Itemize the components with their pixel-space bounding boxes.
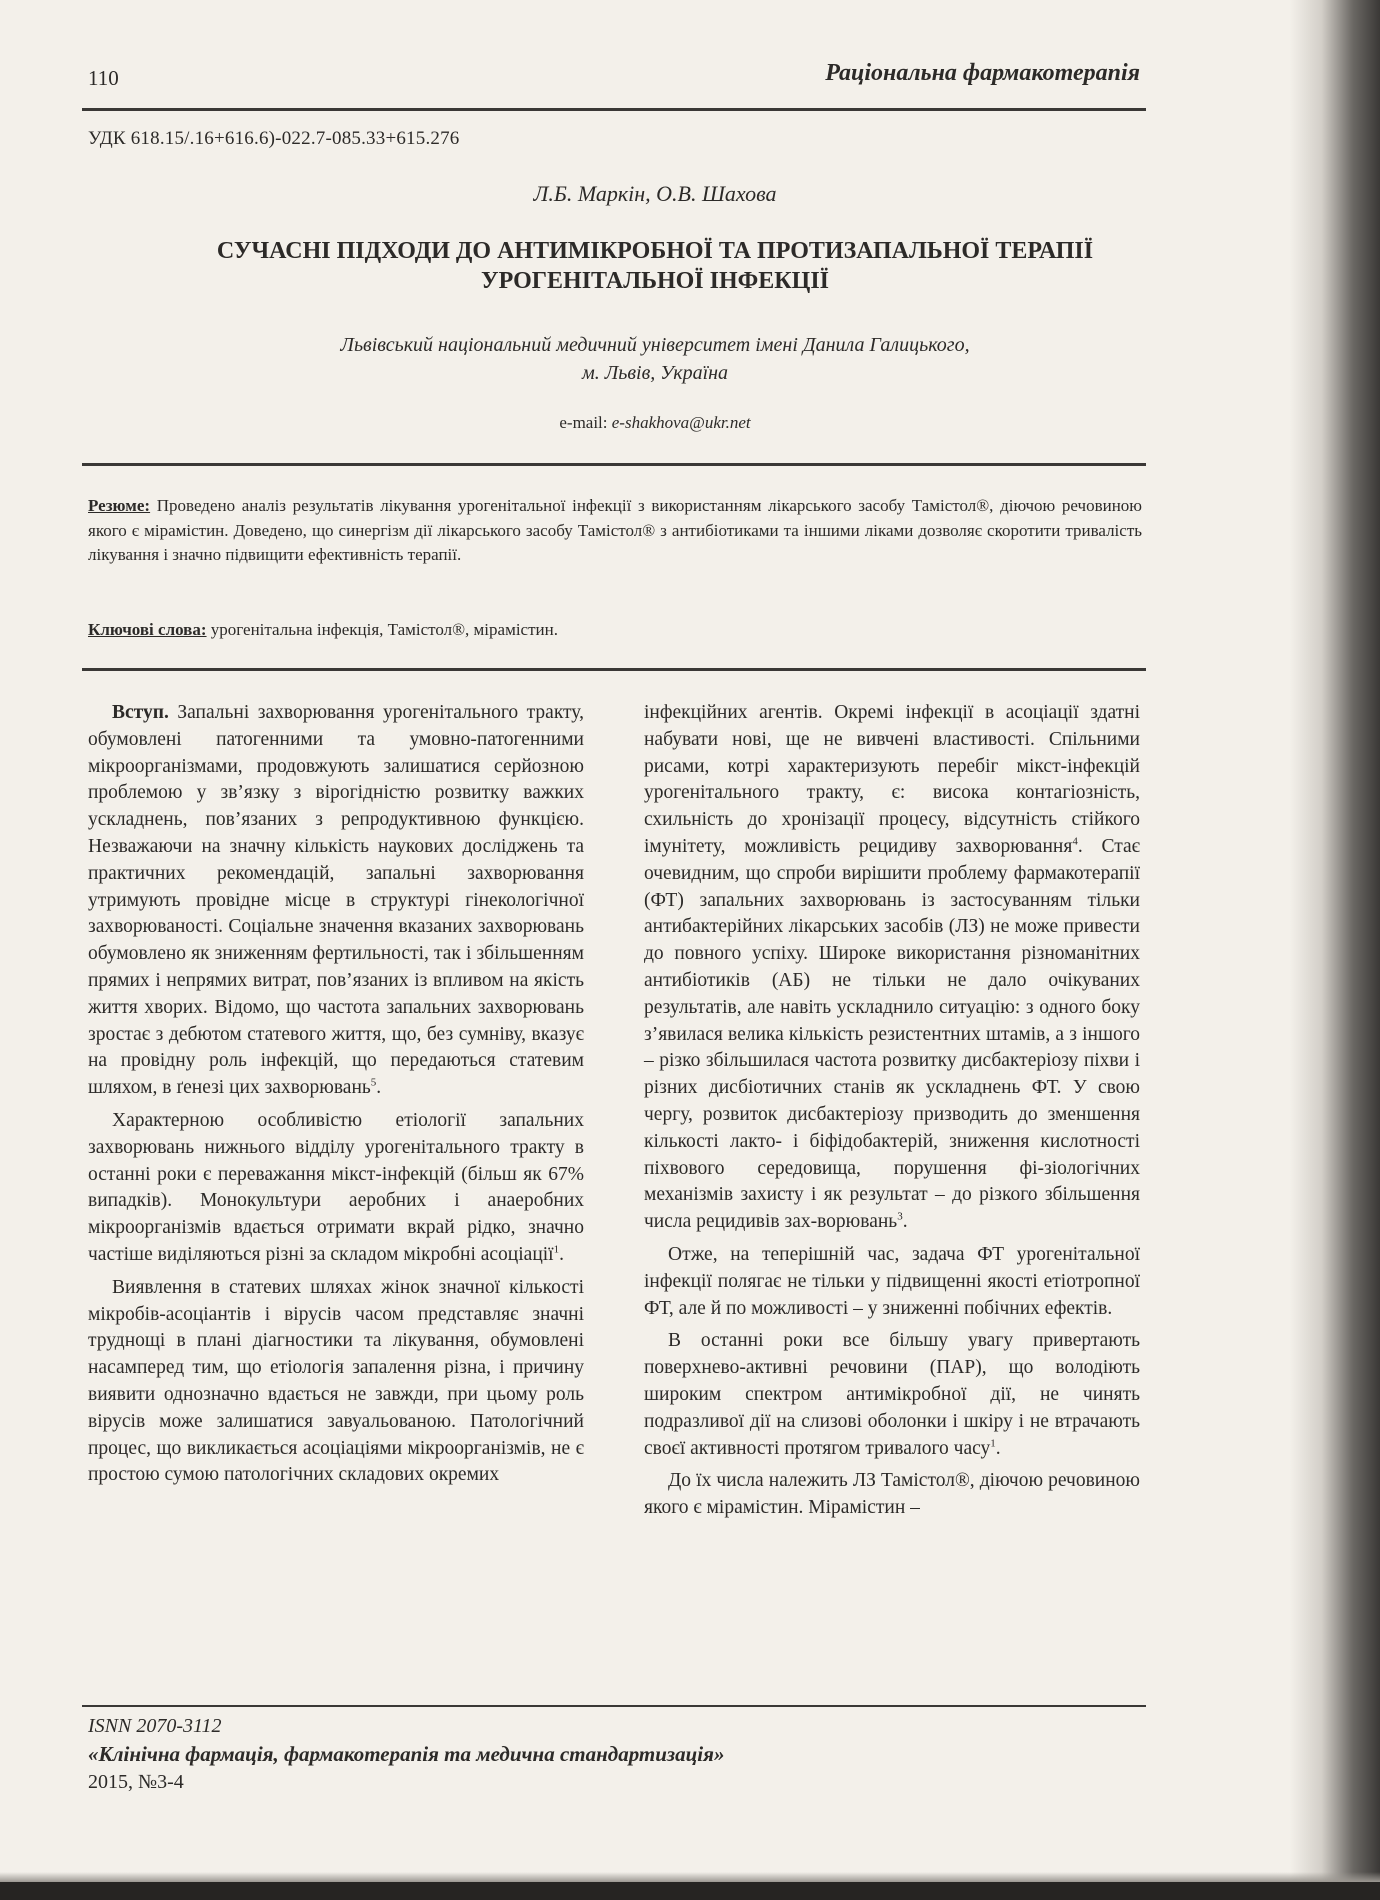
running-header: Раціональна фармакотерапія (825, 60, 1140, 86)
affiliation-line: Львівський національний медичний університет імені Данила Галицького, (340, 334, 970, 356)
bottom-edge-shadow (0, 1872, 1380, 1882)
paragraph-text: Характерною особливістю етіології запальних захворювань нижнього відділу урогенітального тракту в останні роки є переважання мікст-інфекцій (більш як 67% випадків). Монокультури аеробних і анаеробних мікроорганізмів вдається отримати вкрай рідко, значно частіше виділяються різні за складом мікробні асоціації (88, 1109, 584, 1265)
paragraph (644, 1328, 1140, 1462)
keywords-text: урогенітальна інфекція, Тамістол®, мірамістин. (210, 620, 558, 639)
paragraph (644, 700, 1140, 1236)
abstract-top-rule (82, 463, 1146, 466)
citation: 3 (897, 1210, 903, 1223)
article-title (140, 236, 1170, 296)
body-column-left (88, 700, 584, 1495)
citation: 1 (990, 1437, 996, 1450)
authors: Л.Б. Маркін, О.В. Шахова (533, 181, 777, 206)
paragraph-text: . (559, 1243, 564, 1265)
title-line: СУЧАСНІ ПІДХОДИ ДО АНТИМІКРОБНОЇ ТА ПРОТИЗАПАЛЬНОЇ ТЕРАПІЇ (216, 238, 1094, 264)
abstract-label: Резюме: (88, 496, 151, 515)
binding-shadow (1290, 0, 1380, 1900)
paragraph-text: . (995, 1437, 1001, 1459)
paragraph-text: . Стає очевидним, що спроби вирішити проблему фармакотерапії (ФТ) запальних захворювань із застосуванням тільки антибактерійних лікарських засобів (ЛЗ) не може привести до повного успіху. Широке використання різноманітних антибіотиків (АБ) не тільки не дало очікуваних результатів, але навіть ускладнило ситуацію: з одного боку з’явилася велика кількість резистентних штамів, а з іншого – різко збільшилася частота розвитку дисбактеріозу піхви і різних дисбіотичних станів як ускладнень ФТ. У свою чергу, розвиток дисбактеріозу призводить до зменшення кількості лакто- і біфідобактерій, зниження кислотності піхвового середовища, порушення фі-зіологічних механізмів захисту і як результат – до різкого збільшення числа рецидивів зах-ворювань (644, 835, 1140, 1233)
title-line: УРОГЕНІТАЛЬНОЇ ІНФЕКЦІЇ (480, 268, 830, 294)
email-label: e-mail: (559, 413, 608, 432)
keywords-label: Ключові слова: (88, 620, 207, 639)
paragraph-text: . (376, 1077, 382, 1099)
paragraph: До їх числа належить ЛЗ Тамістол®, діючою речовиною якого є мірамістин. Мірамістин – (644, 1470, 1140, 1519)
paragraph: Отже, на теперішній час, задача ФТ урогенітальної інфекції полягає не тільки у підвищенні якості етіотропної ФТ, але й по можливості – у зниженні побічних ефектів. (644, 1243, 1140, 1319)
email-address[interactable]: e-shakhova@ukr.net (611, 413, 751, 432)
keywords (88, 620, 1142, 640)
affiliation-line: м. Львів, Україна (581, 362, 729, 384)
page-number: 110 (88, 66, 119, 90)
paragraph-text: В останні роки все більшу увагу привертають поверхнево-активні речовини (ПАР), що володіють широким спектром антимікробної дії, не чинять подразливої дії на слизові оболонки і шкіру і не втрачають своєї активності протягом тривалого часу (644, 1330, 1140, 1459)
udc-code: УДК 618.15/.16+616.6)-022.7-085.33+615.276 (88, 128, 460, 149)
abstract (88, 494, 1142, 568)
issue: 2015, №3-4 (88, 1771, 184, 1793)
issn: ISNN 2070-3112 (88, 1715, 222, 1737)
journal-name: «Клінічна фармація, фармакотерапія та медична стандартизація» (88, 1742, 725, 1766)
paragraph (88, 1108, 584, 1269)
header-rule (82, 108, 1146, 111)
abstract-text: Проведено аналіз результатів лікування урогенітальної інфекції з використанням лікарського засобу Тамістол®, діючою речовиною якого є мірамістин. Доведено, що синергізм дії лікарського засобу Тамістол® з антибіотиками та іншими ліками дозволяє скоротити тривалість лікування і значно підвищити ефективність терапії. (88, 496, 1142, 564)
paragraph: Виявлення в статевих шляхах жінок значної кількості мікробів-асоціантів і вірусів часом представляє значні труднощі в плані діагностики та лікування, обумовлені насамперед тим, що етіологія запалення різна, і причину виявити однозначно вдається не завжди, при цьому роль вірусів може залишатися завуальованою. Патологічний процес, що викликається асоціаціями мікроорганізмів, не є простою сумою патологічних складових окремих (88, 1276, 584, 1486)
citation: 5 (370, 1076, 377, 1089)
contact-email (0, 413, 1310, 433)
abstract-bottom-rule (82, 668, 1146, 671)
section-heading: Вступ. (112, 702, 169, 723)
affiliation (140, 331, 1170, 387)
paragraph-text: Запальні захворювання урогенітального тракту, обумовлені патогенними та умовно-патогенними мікроорганізмами, продовжують залишатися серйозною проблемою у зв’язку з вірогідністю розвитку важких ускладнень, пов’язаних з репродуктивною функцією. Незважаючи на значну кількість наукових досліджень та практичних рекомендацій, запальні захворювання утримують провідне місце в структурі гінекологічної захворюваності. Соціальне значення вказаних захворювань обумовлено як зниженням фертильності, так і збільшенням прямих і непрямих витрат, пов’язаних із впливом на якість життя хворих. Відомо, що частота запальних захворювань зростає з дебютом статевого життя, що, без сумніву, вказує на провідну роль інфекцій, що передаються статевим шляхом, в ґенезі цих захворювань (88, 702, 584, 1099)
page-footer (88, 1712, 724, 1796)
paragraph-text: інфекційних агентів. Окремі інфекції в асоціації здатні набувати нові, ще не вивчені властивості. Спільними рисами, котрі характеризують перебіг мікст-інфекцій урогенітального тракту, є: висока контагіозність, схильність до хронізації процесу, відсутність стійкого імунітету, можливість рецидиву захворювання (644, 702, 1140, 857)
paragraph (88, 700, 584, 1102)
footer-rule (82, 1705, 1146, 1707)
body-column-right (644, 700, 1140, 1528)
citation: 4 (1072, 835, 1078, 848)
citation: 1 (553, 1243, 560, 1256)
paragraph-text: . (902, 1211, 908, 1233)
scanner-edge (0, 1882, 1380, 1900)
